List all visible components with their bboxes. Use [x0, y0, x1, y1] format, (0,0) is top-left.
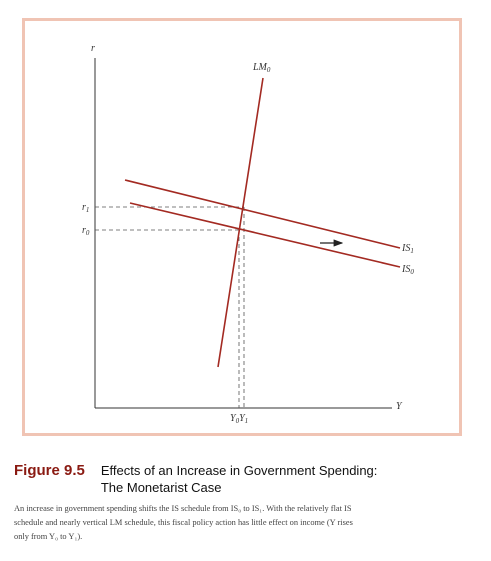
x-axis-label: Y	[396, 401, 402, 412]
r0-label: $r_0$	[82, 225, 90, 237]
caption-body-line-2: schedule and nearly vertical LM schedule, this fiscal policy action has little effect on income (Y rises	[14, 518, 353, 527]
is0-curve	[130, 203, 400, 267]
figure-title-line-1: Effects of an Increase in Government Spending:	[100, 463, 378, 478]
lm0-curve	[218, 78, 263, 367]
is1-label: $IS_1$	[402, 243, 414, 255]
caption-header	[14, 462, 479, 496]
caption-body-line-1: An increase in government spending shifts the IS schedule from IS₀ to IS₁. With the relatively flat IS	[14, 504, 352, 513]
r1-label: $r_1$	[82, 202, 90, 214]
lm0-label: $LM_0$	[253, 62, 271, 74]
y0-y1-label: $Y_0Y_1$	[230, 413, 249, 425]
figure-title	[101, 462, 378, 496]
caption-body-line-3: only from Y₀ to Y₁).	[14, 532, 83, 541]
caption-body	[14, 502, 479, 544]
figure-number: Figure 9.5	[14, 462, 85, 479]
y-axis-label: r	[91, 43, 95, 54]
is0-label: $IS_0$	[402, 264, 414, 276]
is1-curve	[125, 180, 400, 248]
figure-title-line-2: The Monetarist Case	[100, 480, 222, 495]
figure-caption	[14, 462, 479, 544]
